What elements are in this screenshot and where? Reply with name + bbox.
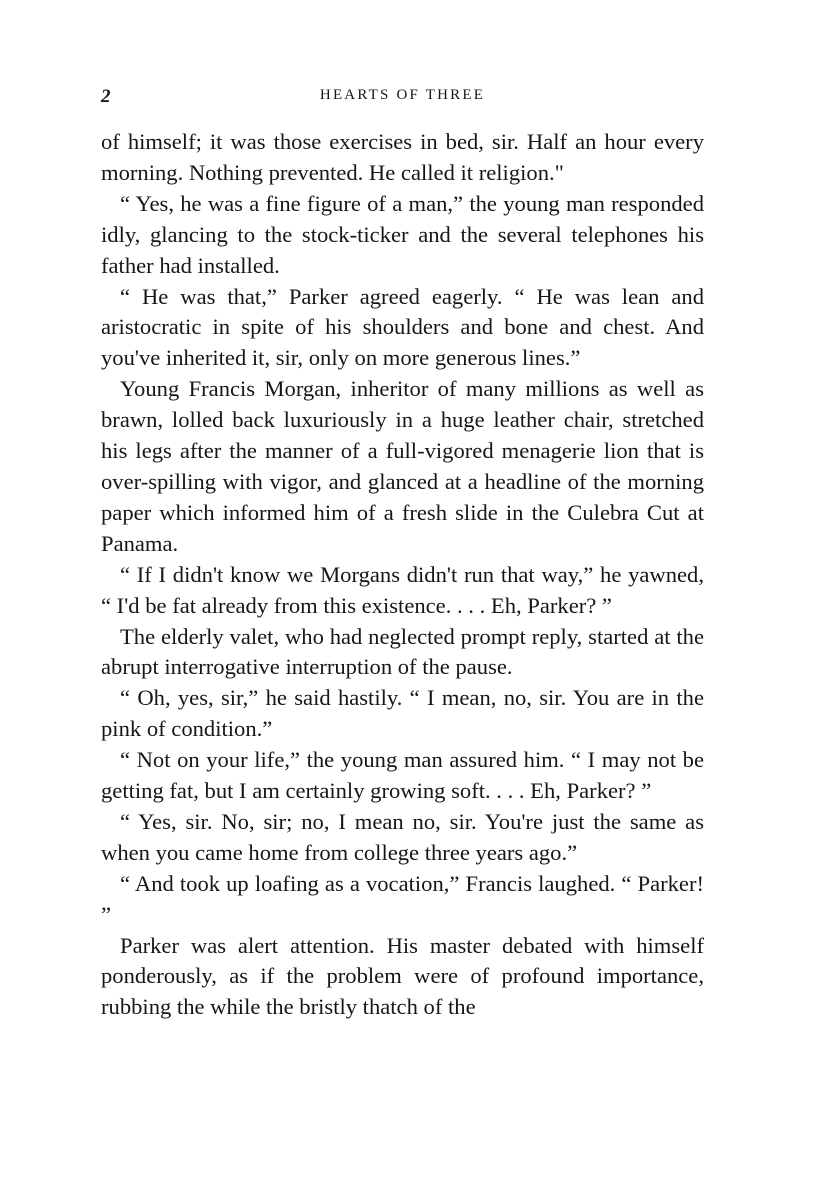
paragraph: “ And took up loafing as a vocation,” Francis laughed. “ Parker! ” (101, 870, 704, 927)
running-title: HEARTS OF THREE (319, 87, 486, 103)
paragraph: “ Yes, sir. No, sir; no, I mean no, sir. You're just the same as when you came home from college three years ago.” (101, 808, 704, 865)
body-text (101, 127, 704, 1023)
paragraph: Young Francis Morgan, inheritor of many millions as well as brawn, lolled back luxuriously in a huge leather chair, stretched his legs after the manner of a full-vigored menagerie lion that is over-spilling with vigor, and glanced at a headline of the morning paper which informed him of a fresh slide in the Culebra Cut at Panama. (101, 376, 704, 556)
paragraph: “ Not on your life,” the young man assured him. “ I may not be getting fat, but I am certainly growing soft. . . . Eh, Parker? ” (101, 747, 704, 804)
paragraph: “ Yes, he was a fine figure of a man,” the young man responded idly, glancing to the stock-ticker and the several telephones his father had installed. (101, 190, 704, 278)
paragraph: “ Oh, yes, sir,” he said hastily. “ I mean, no, sir. You are in the pink of condition.” (101, 685, 704, 742)
running-head (101, 86, 704, 110)
paragraph: The elderly valet, who had neglected prompt reply, started at the abrupt interrogative interruption of the pause. (101, 623, 704, 680)
page-number: 2 (101, 86, 111, 107)
paragraph: “ If I didn't know we Morgans didn't run that way,” he yawned, “ I'd be fat already from this existence. . . . Eh, Parker? ” (101, 561, 704, 618)
paragraph: Parker was alert attention. His master debated with himself ponderously, as if the problem were of profound importance, rubbing the while the bristly thatch of the (101, 932, 704, 1020)
paragraph: “ He was that,” Parker agreed eagerly. “ He was lean and aristocratic in spite of his shoulders and bone and chest. And you've inherited it, sir, only on more generous lines.” (101, 283, 704, 371)
paragraph-continued: of himself; it was those exercises in bed, sir. Half an hour every morning. Nothing prevented. He called it religion." (101, 129, 704, 185)
